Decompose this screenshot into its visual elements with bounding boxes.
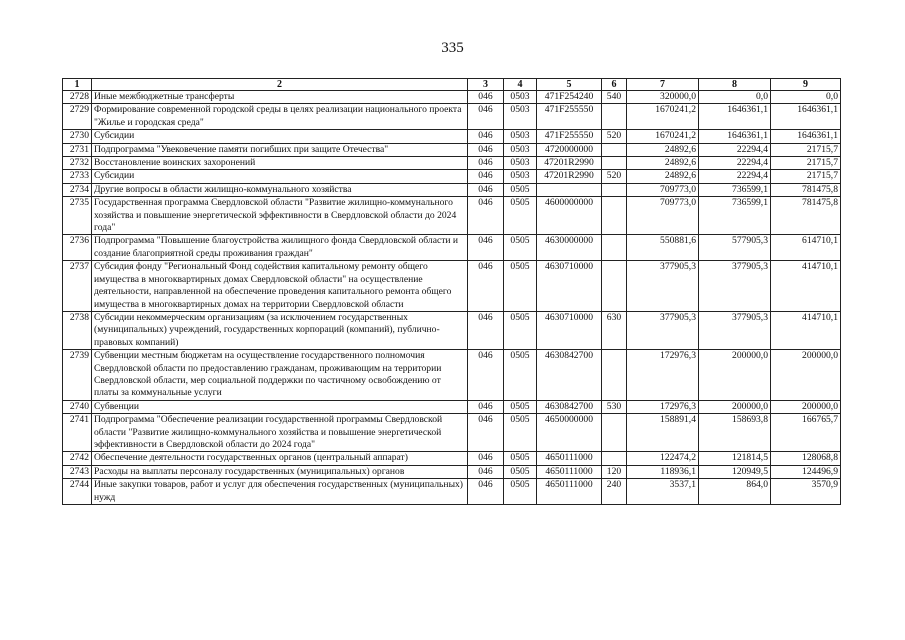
section-code: 0505 xyxy=(504,350,537,401)
row-number: 2743 xyxy=(63,465,92,478)
amount-col-7: 709773,0 xyxy=(627,183,699,196)
amount-col-9: 1646361,1 xyxy=(771,104,841,130)
amount-col-9: 3570,9 xyxy=(771,479,841,505)
amount-col-8: 121814,5 xyxy=(699,452,771,465)
ministry-code: 046 xyxy=(468,261,504,312)
section-code: 0505 xyxy=(504,479,537,505)
expense-type-code: 520 xyxy=(602,130,627,143)
column-header-4: 4 xyxy=(504,79,537,91)
ministry-code: 046 xyxy=(468,91,504,104)
amount-col-8: 1646361,1 xyxy=(699,104,771,130)
amount-col-9: 200000,0 xyxy=(771,350,841,401)
row-number: 2736 xyxy=(63,235,92,261)
amount-col-7: 377905,3 xyxy=(627,311,699,349)
ministry-code: 046 xyxy=(468,157,504,170)
amount-col-7: 550881,6 xyxy=(627,235,699,261)
table-row xyxy=(63,414,841,452)
target-article-code: 4650111000 xyxy=(537,452,602,465)
amount-col-8: 22294,4 xyxy=(699,170,771,183)
ministry-code: 046 xyxy=(468,235,504,261)
amount-col-9: 166765,7 xyxy=(771,414,841,452)
row-name: Подпрограмма "Повышение благоустройства жилищного фонда Свердловской области и создание благоприятной среды проживания граждан" xyxy=(92,235,468,261)
amount-col-7: 158891,4 xyxy=(627,414,699,452)
column-header-6: 6 xyxy=(602,79,627,91)
amount-col-9: 0,0 xyxy=(771,91,841,104)
amount-col-8: 200000,0 xyxy=(699,400,771,413)
ministry-code: 046 xyxy=(468,414,504,452)
section-code: 0503 xyxy=(504,130,537,143)
amount-col-9: 124496,9 xyxy=(771,465,841,478)
amount-col-8: 0,0 xyxy=(699,91,771,104)
expense-type-code xyxy=(602,414,627,452)
section-code: 0505 xyxy=(504,261,537,312)
row-number: 2739 xyxy=(63,350,92,401)
row-name: Расходы на выплаты персоналу государственных (муниципальных) органов xyxy=(92,465,468,478)
row-number: 2742 xyxy=(63,452,92,465)
amount-col-8: 22294,4 xyxy=(699,157,771,170)
column-header-3: 3 xyxy=(468,79,504,91)
amount-col-7: 377905,3 xyxy=(627,261,699,312)
expense-type-code: 540 xyxy=(602,91,627,104)
column-header-1: 1 xyxy=(63,79,92,91)
section-code: 0505 xyxy=(504,414,537,452)
table-row xyxy=(63,183,841,196)
target-article-code: 471F255550 xyxy=(537,130,602,143)
ministry-code: 046 xyxy=(468,452,504,465)
column-header-7: 7 xyxy=(627,79,699,91)
target-article-code: 4630000000 xyxy=(537,235,602,261)
expense-type-code xyxy=(602,143,627,156)
ministry-code: 046 xyxy=(468,311,504,349)
expense-type-code xyxy=(602,261,627,312)
target-article-code: 4630842700 xyxy=(537,350,602,401)
section-code: 0503 xyxy=(504,170,537,183)
amount-col-8: 200000,0 xyxy=(699,350,771,401)
amount-col-9: 781475,8 xyxy=(771,183,841,196)
budget-table xyxy=(62,78,841,505)
amount-col-9: 414710,1 xyxy=(771,261,841,312)
ministry-code: 046 xyxy=(468,197,504,235)
expense-type-code xyxy=(602,104,627,130)
section-code: 0505 xyxy=(504,452,537,465)
row-name: Субсидия фонду "Региональный Фонд содействия капитальному ремонту общего имущества в многоквартирных домах Свердловской области" на осуществление деятельности, направленной на обеспечение проведения капитального ремонта общего имущества в многоквартирных домах на территории Свердловской области xyxy=(92,261,468,312)
section-code: 0503 xyxy=(504,143,537,156)
expense-type-code xyxy=(602,183,627,196)
target-article-code: 471F254240 xyxy=(537,91,602,104)
amount-col-7: 3537,1 xyxy=(627,479,699,505)
amount-col-9: 200000,0 xyxy=(771,400,841,413)
amount-col-7: 1670241,2 xyxy=(627,104,699,130)
row-name: Подпрограмма "Увековечение памяти погибших при защите Отечества" xyxy=(92,143,468,156)
expense-type-code xyxy=(602,157,627,170)
row-number: 2737 xyxy=(63,261,92,312)
amount-col-9: 414710,1 xyxy=(771,311,841,349)
table-row xyxy=(63,452,841,465)
row-name: Подпрограмма "Обеспечение реализации государственной программы Свердловской области "Развитие жилищно-коммунального хозяйства и повышение энергетической эффективности в Свердловской области до 2024 года" xyxy=(92,414,468,452)
row-name: Обеспечение деятельности государственных органов (центральный аппарат) xyxy=(92,452,468,465)
column-header-2: 2 xyxy=(92,79,468,91)
row-number: 2729 xyxy=(63,104,92,130)
expense-type-code xyxy=(602,197,627,235)
row-name: Другие вопросы в области жилищно-коммунального хозяйства xyxy=(92,183,468,196)
table-row xyxy=(63,104,841,130)
target-article-code: 4650000000 xyxy=(537,414,602,452)
expense-type-code: 530 xyxy=(602,400,627,413)
row-number: 2730 xyxy=(63,130,92,143)
amount-col-8: 22294,4 xyxy=(699,143,771,156)
table-row xyxy=(63,261,841,312)
row-name: Субсидии некоммерческим организациям (за исключением государственных (муниципальных) учреждений, государственных корпораций (компаний), публично-правовых компаний) xyxy=(92,311,468,349)
row-number: 2741 xyxy=(63,414,92,452)
table-row xyxy=(63,311,841,349)
section-code: 0505 xyxy=(504,400,537,413)
target-article-code: 471F255550 xyxy=(537,104,602,130)
target-article-code: 4650111000 xyxy=(537,465,602,478)
row-number: 2728 xyxy=(63,91,92,104)
target-article-code: 47201R2990 xyxy=(537,157,602,170)
amount-col-8: 377905,3 xyxy=(699,261,771,312)
section-code: 0503 xyxy=(504,157,537,170)
target-article-code: 4630842700 xyxy=(537,400,602,413)
table-row xyxy=(63,157,841,170)
row-name: Субсидии xyxy=(92,170,468,183)
amount-col-7: 24892,6 xyxy=(627,143,699,156)
table-row xyxy=(63,197,841,235)
target-article-code: 4720000000 xyxy=(537,143,602,156)
section-code: 0503 xyxy=(504,104,537,130)
table-row xyxy=(63,91,841,104)
ministry-code: 046 xyxy=(468,143,504,156)
row-name: Иные межбюджетные трансферты xyxy=(92,91,468,104)
column-header-9: 9 xyxy=(771,79,841,91)
amount-col-7: 122474,2 xyxy=(627,452,699,465)
target-article-code: 4630710000 xyxy=(537,261,602,312)
amount-col-8: 377905,3 xyxy=(699,311,771,349)
expense-type-code: 240 xyxy=(602,479,627,505)
amount-col-8: 1646361,1 xyxy=(699,130,771,143)
amount-col-8: 864,0 xyxy=(699,479,771,505)
amount-col-9: 1646361,1 xyxy=(771,130,841,143)
amount-col-8: 736599,1 xyxy=(699,197,771,235)
amount-col-7: 320000,0 xyxy=(627,91,699,104)
amount-col-9: 21715,7 xyxy=(771,143,841,156)
row-name: Субсидии xyxy=(92,130,468,143)
ministry-code: 046 xyxy=(468,104,504,130)
ministry-code: 046 xyxy=(468,465,504,478)
expense-type-code xyxy=(602,235,627,261)
amount-col-8: 120949,5 xyxy=(699,465,771,478)
column-header-8: 8 xyxy=(699,79,771,91)
row-number: 2740 xyxy=(63,400,92,413)
table-header-row xyxy=(63,79,841,91)
ministry-code: 046 xyxy=(468,400,504,413)
table-row xyxy=(63,400,841,413)
ministry-code: 046 xyxy=(468,350,504,401)
table-row xyxy=(63,479,841,505)
amount-col-9: 614710,1 xyxy=(771,235,841,261)
row-name: Восстановление воинских захоронений xyxy=(92,157,468,170)
target-article-code: 47201R2990 xyxy=(537,170,602,183)
target-article-code xyxy=(537,183,602,196)
column-header-5: 5 xyxy=(537,79,602,91)
table-row xyxy=(63,143,841,156)
ministry-code: 046 xyxy=(468,170,504,183)
target-article-code: 4600000000 xyxy=(537,197,602,235)
row-number: 2738 xyxy=(63,311,92,349)
table-row xyxy=(63,235,841,261)
expense-type-code: 630 xyxy=(602,311,627,349)
amount-col-7: 24892,6 xyxy=(627,157,699,170)
row-name: Субвенции местным бюджетам на осуществление государственного полномочия Свердловской области по предоставлению гражданам, проживающим на территории Свердловской области, мер социальной поддержки по частичному освобождению от платы за коммунальные услуги xyxy=(92,350,468,401)
amount-col-9: 21715,7 xyxy=(771,157,841,170)
amount-col-7: 1670241,2 xyxy=(627,130,699,143)
table-body xyxy=(63,91,841,505)
amount-col-7: 24892,6 xyxy=(627,170,699,183)
target-article-code: 4630710000 xyxy=(537,311,602,349)
row-name: Иные закупки товаров, работ и услуг для обеспечения государственных (муниципальных) нужд xyxy=(92,479,468,505)
row-number: 2744 xyxy=(63,479,92,505)
table-row xyxy=(63,130,841,143)
amount-col-7: 709773,0 xyxy=(627,197,699,235)
section-code: 0505 xyxy=(504,465,537,478)
section-code: 0505 xyxy=(504,197,537,235)
amount-col-9: 128068,8 xyxy=(771,452,841,465)
amount-col-8: 736599,1 xyxy=(699,183,771,196)
ministry-code: 046 xyxy=(468,183,504,196)
amount-col-7: 118936,1 xyxy=(627,465,699,478)
table-row xyxy=(63,350,841,401)
amount-col-7: 172976,3 xyxy=(627,400,699,413)
row-name: Государственная программа Свердловской области "Развитие жилищно-коммунального хозяйства и повышение энергетической эффективности в Свердловской области до 2024 года" xyxy=(92,197,468,235)
amount-col-9: 781475,8 xyxy=(771,197,841,235)
amount-col-8: 577905,3 xyxy=(699,235,771,261)
ministry-code: 046 xyxy=(468,130,504,143)
expense-type-code xyxy=(602,452,627,465)
target-article-code: 4650111000 xyxy=(537,479,602,505)
expense-type-code xyxy=(602,350,627,401)
amount-col-9: 21715,7 xyxy=(771,170,841,183)
row-name: Формирование современной городской среды в целях реализации национального проекта "Жилье и городская среда" xyxy=(92,104,468,130)
page-number: 335 xyxy=(441,40,464,56)
section-code: 0505 xyxy=(504,311,537,349)
row-number: 2731 xyxy=(63,143,92,156)
expense-type-code: 520 xyxy=(602,170,627,183)
expense-type-code: 120 xyxy=(602,465,627,478)
amount-col-8: 158693,8 xyxy=(699,414,771,452)
ministry-code: 046 xyxy=(468,479,504,505)
section-code: 0505 xyxy=(504,235,537,261)
section-code: 0503 xyxy=(504,91,537,104)
row-number: 2732 xyxy=(63,157,92,170)
row-name: Субвенции xyxy=(92,400,468,413)
row-number: 2733 xyxy=(63,170,92,183)
amount-col-7: 172976,3 xyxy=(627,350,699,401)
row-number: 2735 xyxy=(63,197,92,235)
row-number: 2734 xyxy=(63,183,92,196)
section-code: 0505 xyxy=(504,183,537,196)
table-row xyxy=(63,465,841,478)
table-row xyxy=(63,170,841,183)
